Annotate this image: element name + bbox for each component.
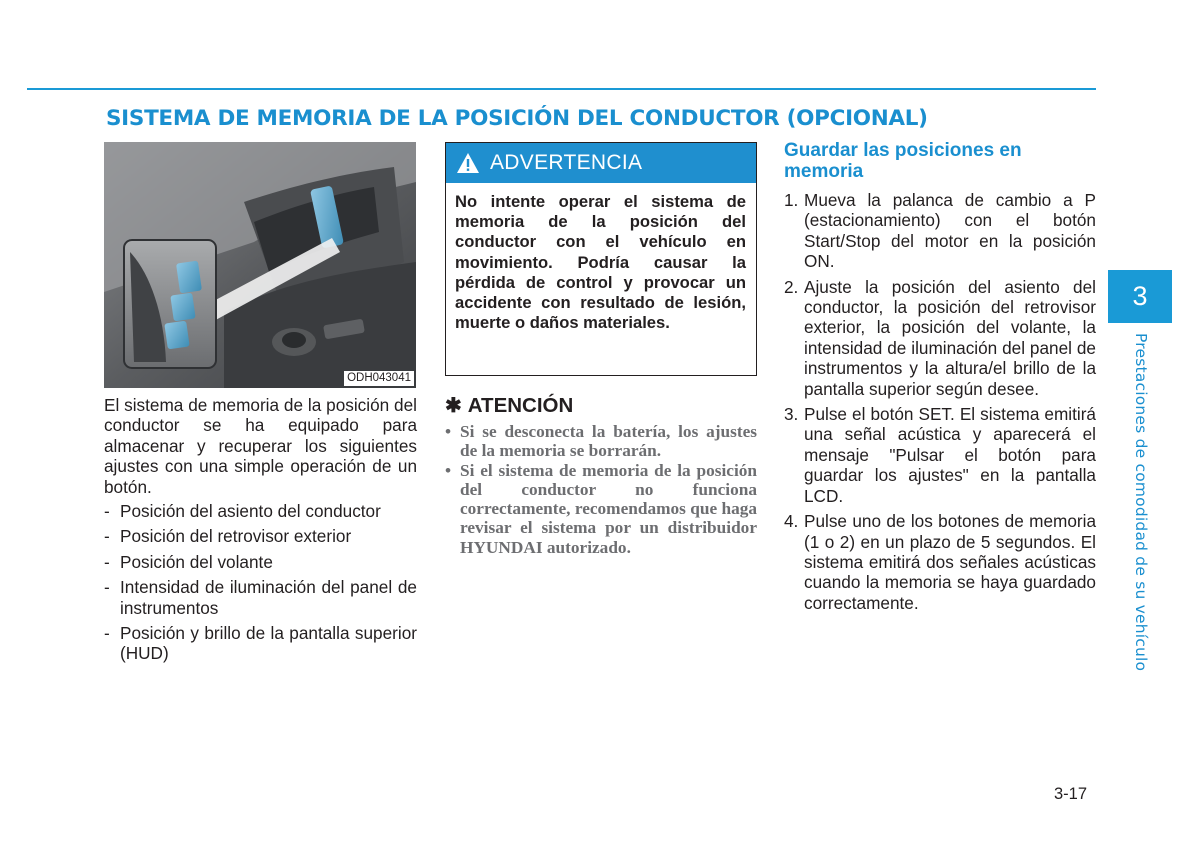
door-panel-illustration	[104, 142, 416, 388]
settings-list	[104, 501, 417, 664]
page-number: 3-17	[1054, 785, 1088, 803]
intro-paragraph: El sistema de memoria de la posición del conductor se ha equipado para almacenar y recuperar los siguientes ajustes con una simple operación de un botón.	[104, 395, 417, 497]
list-item: • Si se desconecta la batería, los ajustes de la memoria se borrarán.	[445, 422, 757, 461]
page-title: SISTEMA DE MEMORIA DE LA POSICIÓN DEL CONDUCTOR (OPCIONAL)	[106, 106, 928, 131]
figure-code: ODH043041	[344, 371, 414, 386]
warning-box	[445, 142, 757, 376]
warning-text: No intente operar el sistema de memoria de la posición del conductor con el vehículo en movimiento. Podría causar la pérdida de control y provocar un accidente con resultado de lesión, muerte o daños materiales.	[455, 192, 746, 333]
top-rule	[27, 88, 1096, 90]
list-item: - Posición del volante	[104, 551, 273, 572]
chapter-number-tab: 3	[1108, 270, 1172, 323]
asterisk-icon: ✱	[445, 395, 462, 417]
attention-list	[445, 422, 757, 557]
list-item: - Posición y brillo de la pantalla superior (HUD)	[104, 623, 417, 664]
list-item: - Posición del asiento del conductor	[104, 501, 381, 522]
attention-title: ATENCIÓN	[467, 393, 574, 417]
list-item: - Posición del retrovisor exterior	[104, 526, 352, 547]
section-heading: Guardar las posiciones en memoria	[784, 140, 1022, 182]
intro-section	[104, 395, 417, 669]
step-item: 4. Pulse uno de los botones de memoria (1 o 2) en un plazo de 5 segundos. El sistema emitirá dos señales acústicas cuando la memoria se haya guardado correctamente.	[784, 511, 1096, 613]
door-memory-buttons-figure	[104, 142, 416, 388]
warning-triangle-icon	[456, 152, 480, 174]
step-item: 2. Ajuste la posición del asiento del conductor, la posición del retrovisor exterior, la posición del volante, la intensidad de iluminación del panel de instrumentos y la altura/el brillo de la pantalla superior según desee.	[784, 276, 1096, 399]
warning-header	[446, 143, 756, 183]
step-item: 3. Pulse el botón SET. El sistema emitirá una señal acústica y aparecerá el mensaje "Pulsar el botón para guardar los ajustes" en la pantalla LCD.	[784, 404, 1096, 506]
steps-list	[784, 190, 1096, 618]
list-item: • Si el sistema de memoria de la posición del conductor no funciona correctamente, recomendamos que haga revisar el sistema por un distribuidor HYUNDAI autorizado.	[445, 460, 757, 557]
warning-title: ADVERTENCIA	[490, 151, 643, 174]
attention-header	[445, 393, 573, 418]
step-item: 1. Mueva la palanca de cambio a P (estacionamiento) con el botón Start/Stop del motor en la posición ON.	[784, 190, 1096, 272]
list-item: - Intensidad de iluminación del panel de instrumentos	[104, 577, 417, 618]
chapter-side-label: Prestaciones de comodidad de su vehículo	[1132, 333, 1150, 672]
